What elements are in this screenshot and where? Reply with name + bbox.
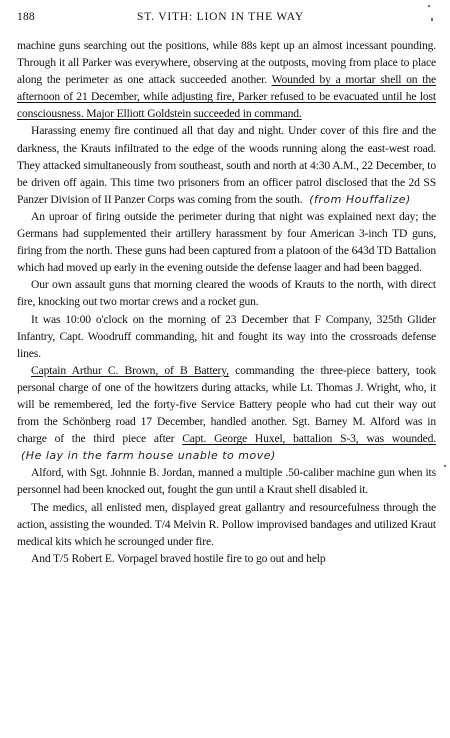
paragraph-text: Alford, with Sgt. Johnnie B. Jordan, manned a multiple .50-caliber machine gun when its personnel had been knocked out, fought the gun until a Kraut shell disabled it. (17, 466, 436, 497)
paragraph (17, 208, 436, 276)
paragraph-text: Harassing enemy fire continued all that day and night. Under cover of this fire and the darkness, the Krauts infiltrated to the edge of the woods running along the east-west road. They attacked simultaneously from southeast, south and north at 4:30 A.M., 22 December, to be driven off again. This time two prisoners from an officer patrol disclosed that the 2d SS Panzer Division of II Panzer Corps was coming from the south. (17, 124, 436, 206)
scan-speck (431, 18, 433, 21)
paragraph (17, 464, 436, 498)
paragraph (17, 37, 436, 122)
handwritten-note: (from Houffalize) (309, 192, 411, 206)
paragraph (17, 550, 436, 567)
scan-speck (444, 465, 446, 467)
paragraph-text: machine guns searching out the positions, while 88s kept up an almost incessant pounding. Through it all Parker was everywhere, observing at the outposts, moving from place to place along the perimeter as one attack succeeded another. (17, 39, 436, 87)
scan-speck (428, 5, 430, 7)
paragraph-text: And T/5 Robert E. Vorpagel braved hostile fire to go out and help (31, 551, 326, 565)
underlined-passage: Captain Arthur C. Brown, of B Battery, (31, 363, 229, 377)
page-header (17, 11, 437, 27)
paragraph (17, 122, 436, 207)
paragraph-text: It was 10:00 o'clock on the morning of 23 December that F Company, 325th Glider Infantry, Capt. Woodruff commanding, hit and fought its way into the crossroads defense lines. (17, 312, 436, 360)
body-text (17, 37, 436, 567)
paragraph (17, 362, 436, 465)
underlined-passage: Wounded by a mortar shell on the afternoon of 21 December, while adjusting fire, Parker refused to be evacuated until he lost consciousness. Major Elliott Goldstein succeeded in command. (17, 73, 436, 121)
paragraph (17, 499, 436, 550)
paragraph-text: An uproar of firing outside the perimeter during that night was explained next day; the Germans had supplemented their artillery harassment by four American 3-inch TD guns, firing from the north. These guns had been captured from a platoon of the 643d TD Battalion which had moved up early in the evening outside the defense laager and had been bagged. (17, 209, 436, 275)
paragraph (17, 276, 436, 310)
paragraph-text: The medics, all enlisted men, displayed great gallantry and resourcefulness through the action, assisting the wounded. T/4 Melvin R. Pollow improvised bandages and utilized Kraut medical kits which he scrounged under fire. (17, 500, 436, 548)
page-number: 188 (17, 11, 35, 23)
paragraph (17, 311, 436, 362)
handwritten-note: (He lay in the farm house unable to move) (21, 449, 276, 463)
running-title: ST. VITH: LION IN THE WAY (137, 11, 304, 23)
paragraph-text: Our own assault guns that morning cleared the woods of Krauts to the north, with direct fire, knocking out two mortar crews and a rocket gun. (17, 278, 436, 309)
underlined-passage: Capt. George Huxel, battalion S-3, was wounded. (182, 432, 436, 446)
paragraph-text: commanding the three-piece battery, took personal charge of one of the howitzers during attacks, while Lt. Thomas J. Wright, who, it will be remembered, led the forty-five Service Battery people who had cut their way out from the Schönberg road 17 December, handled another. Sgt. Barney M. Alford was in charge of the third piece after (17, 363, 436, 446)
